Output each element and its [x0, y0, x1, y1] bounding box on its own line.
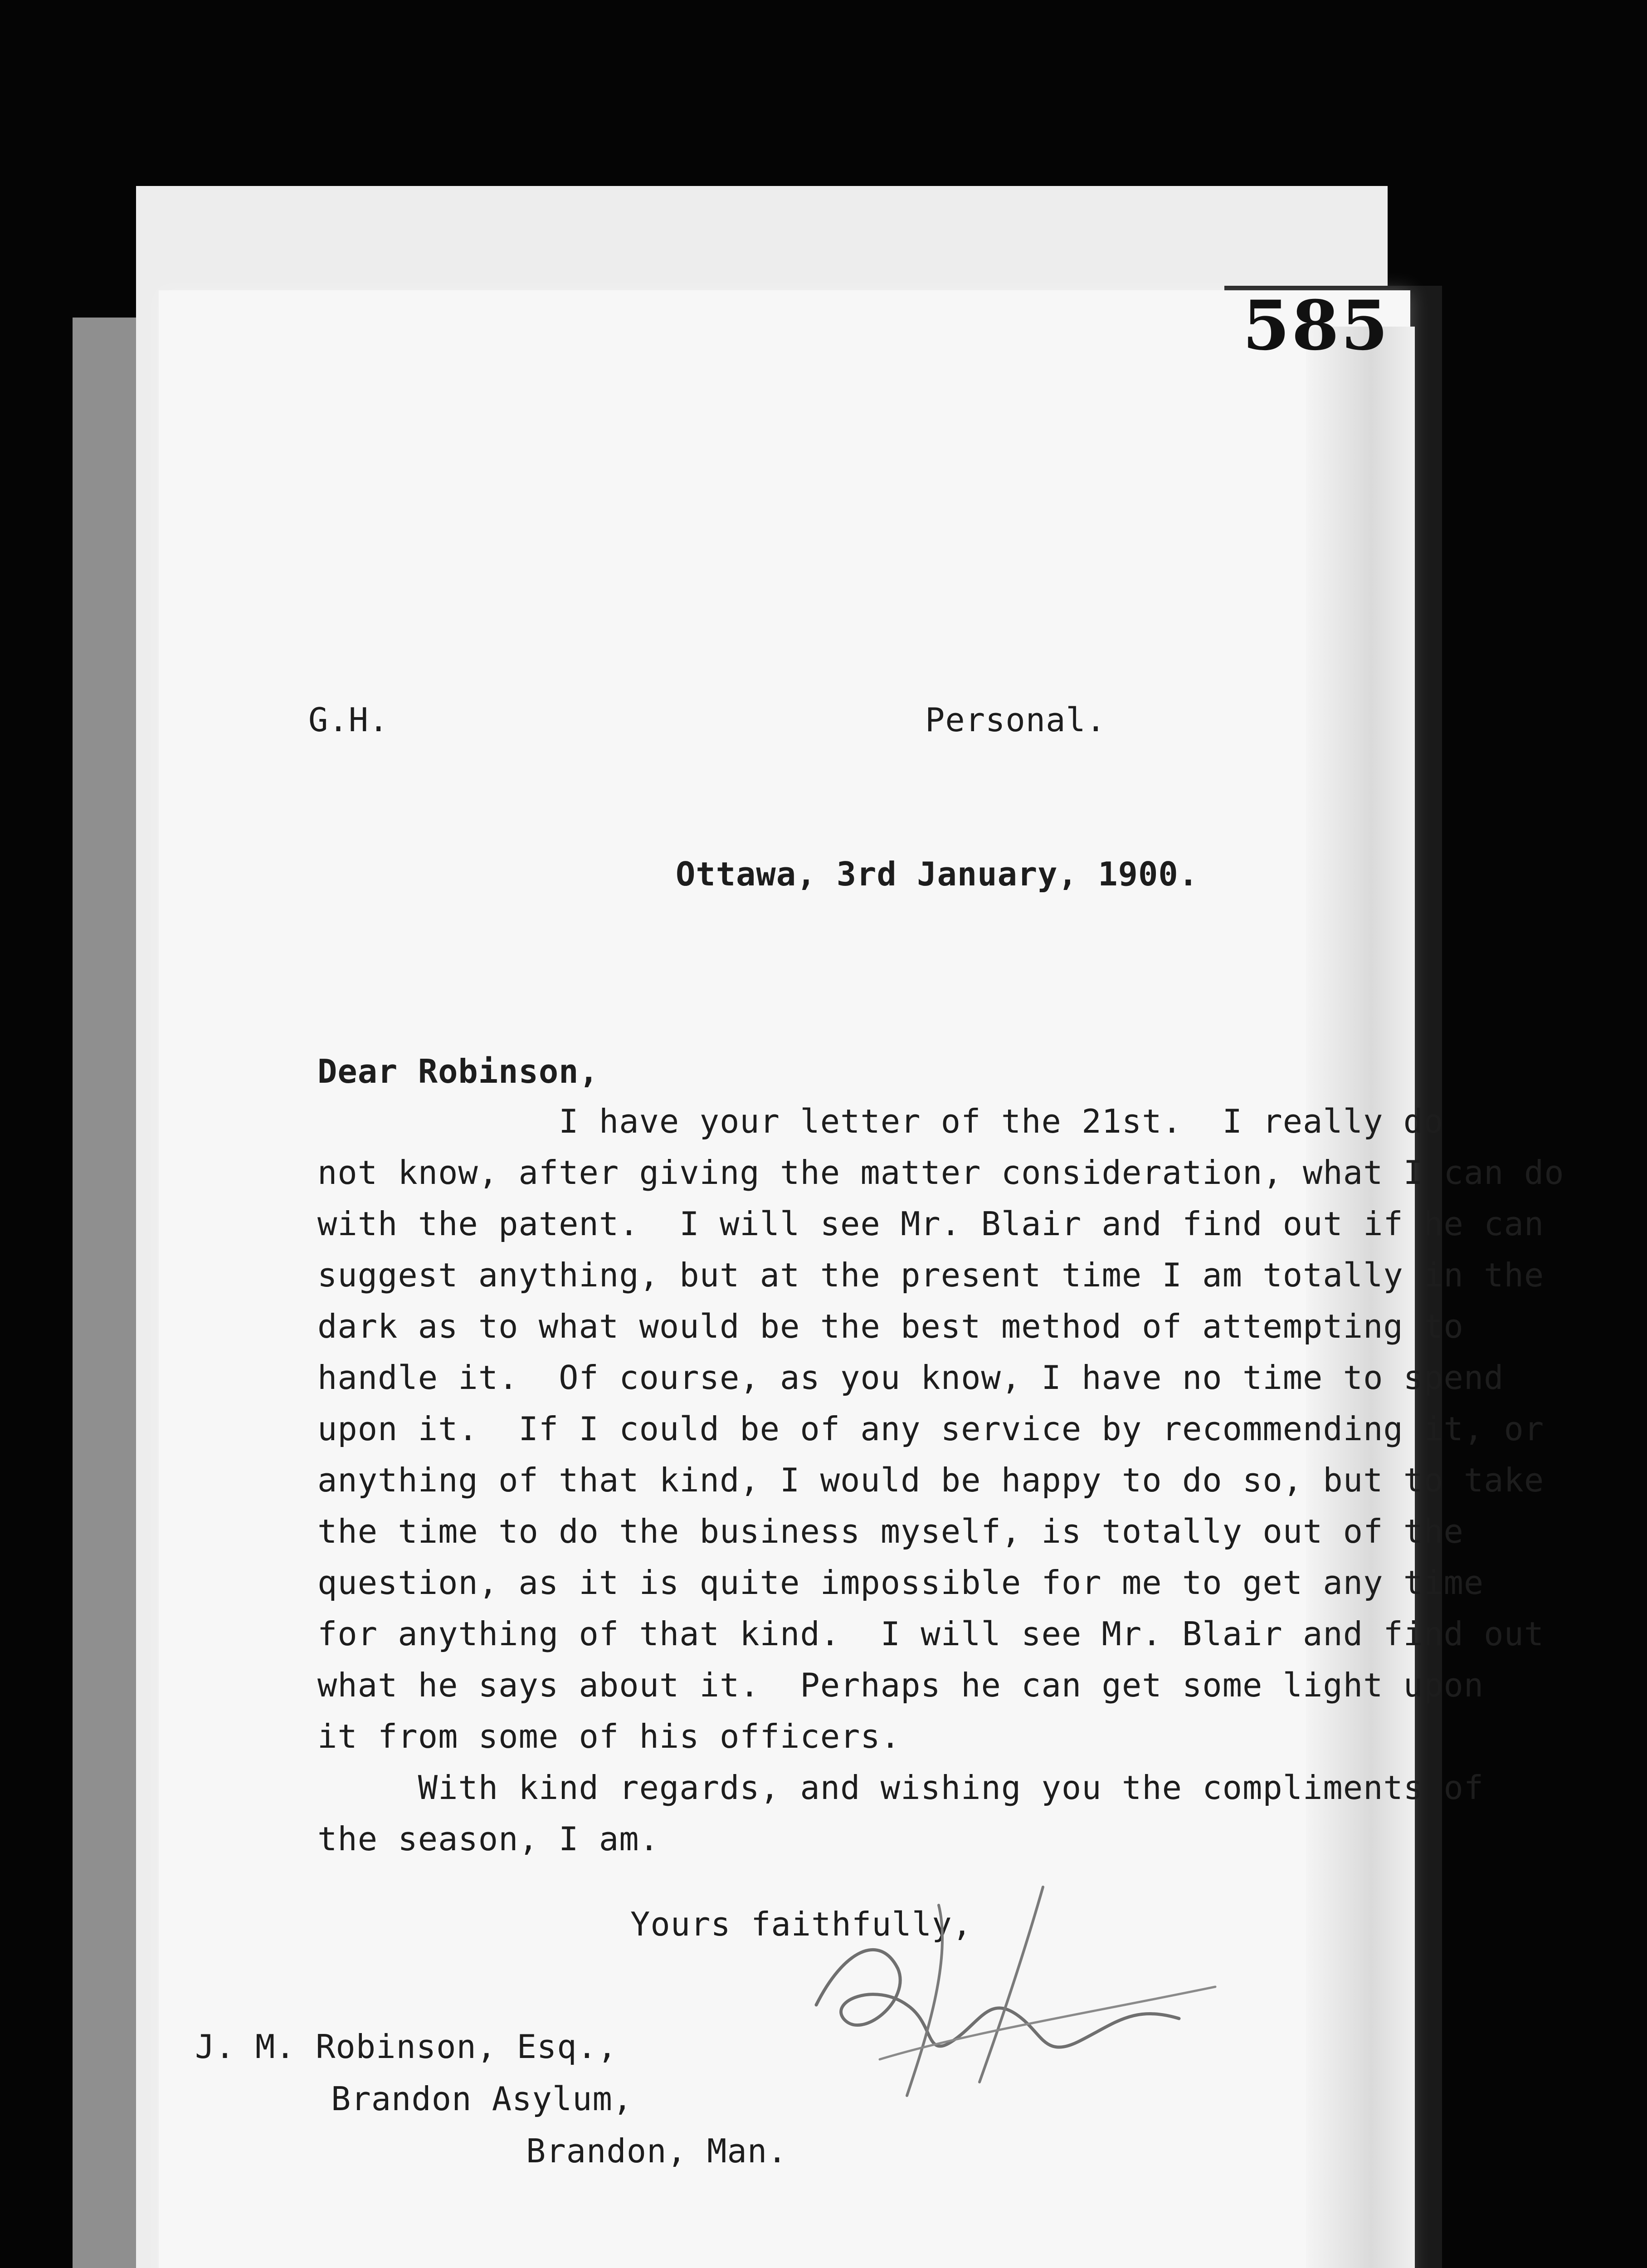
body-line: for anything of that kind. I will see Mr. Blair and find out	[317, 1615, 1545, 1653]
body-line: handle it. Of course, as you know, I have no time to spend	[317, 1359, 1504, 1397]
body-line: the time to do the business myself, is totally out of the	[317, 1512, 1464, 1550]
salutation: Dear Robinson,	[317, 1052, 599, 1090]
body-line: upon it. If I could be of any service by recommending it, or	[317, 1410, 1545, 1448]
address-institution: Brandon Asylum,	[331, 2080, 633, 2118]
body-line: With kind regards, and wishing you the compliments of	[317, 1769, 1484, 1807]
handwritten-signature	[789, 1869, 1233, 2105]
body-line: it from some of his officers.	[317, 1717, 901, 1755]
body-line: suggest anything, but at the present time I am totally in the	[317, 1256, 1545, 1294]
closing: Yours faithfully,	[630, 1905, 972, 1943]
body-line: anything of that kind, I would be happy to do so, but to take	[317, 1461, 1545, 1499]
body-line: with the patent. I will see Mr. Blair and find out if he can	[317, 1205, 1545, 1243]
dateline: Ottawa, 3rd January, 1900.	[676, 855, 1199, 893]
address-name: J. M. Robinson, Esq.,	[195, 2028, 618, 2066]
folio-number: 585	[1243, 286, 1390, 366]
body-line: I have your letter of the 21st. I really do	[317, 1102, 1444, 1140]
body-line: what he says about it. Perhaps he can get some light upon	[317, 1666, 1484, 1704]
reference-initials: G.H.	[308, 701, 389, 739]
page-curl-edge	[1306, 327, 1415, 2268]
body-line: question, as it is quite impossible for me to get any time	[317, 1564, 1484, 1602]
personal-marker: Personal.	[925, 701, 1106, 739]
body-line: not know, after giving the matter consideration, what I can do	[317, 1154, 1564, 1192]
body-line: the season, I am.	[317, 1820, 659, 1858]
body-line: dark as to what would be the best method of attempting to	[317, 1307, 1464, 1345]
address-town: Brandon, Man.	[526, 2132, 788, 2170]
